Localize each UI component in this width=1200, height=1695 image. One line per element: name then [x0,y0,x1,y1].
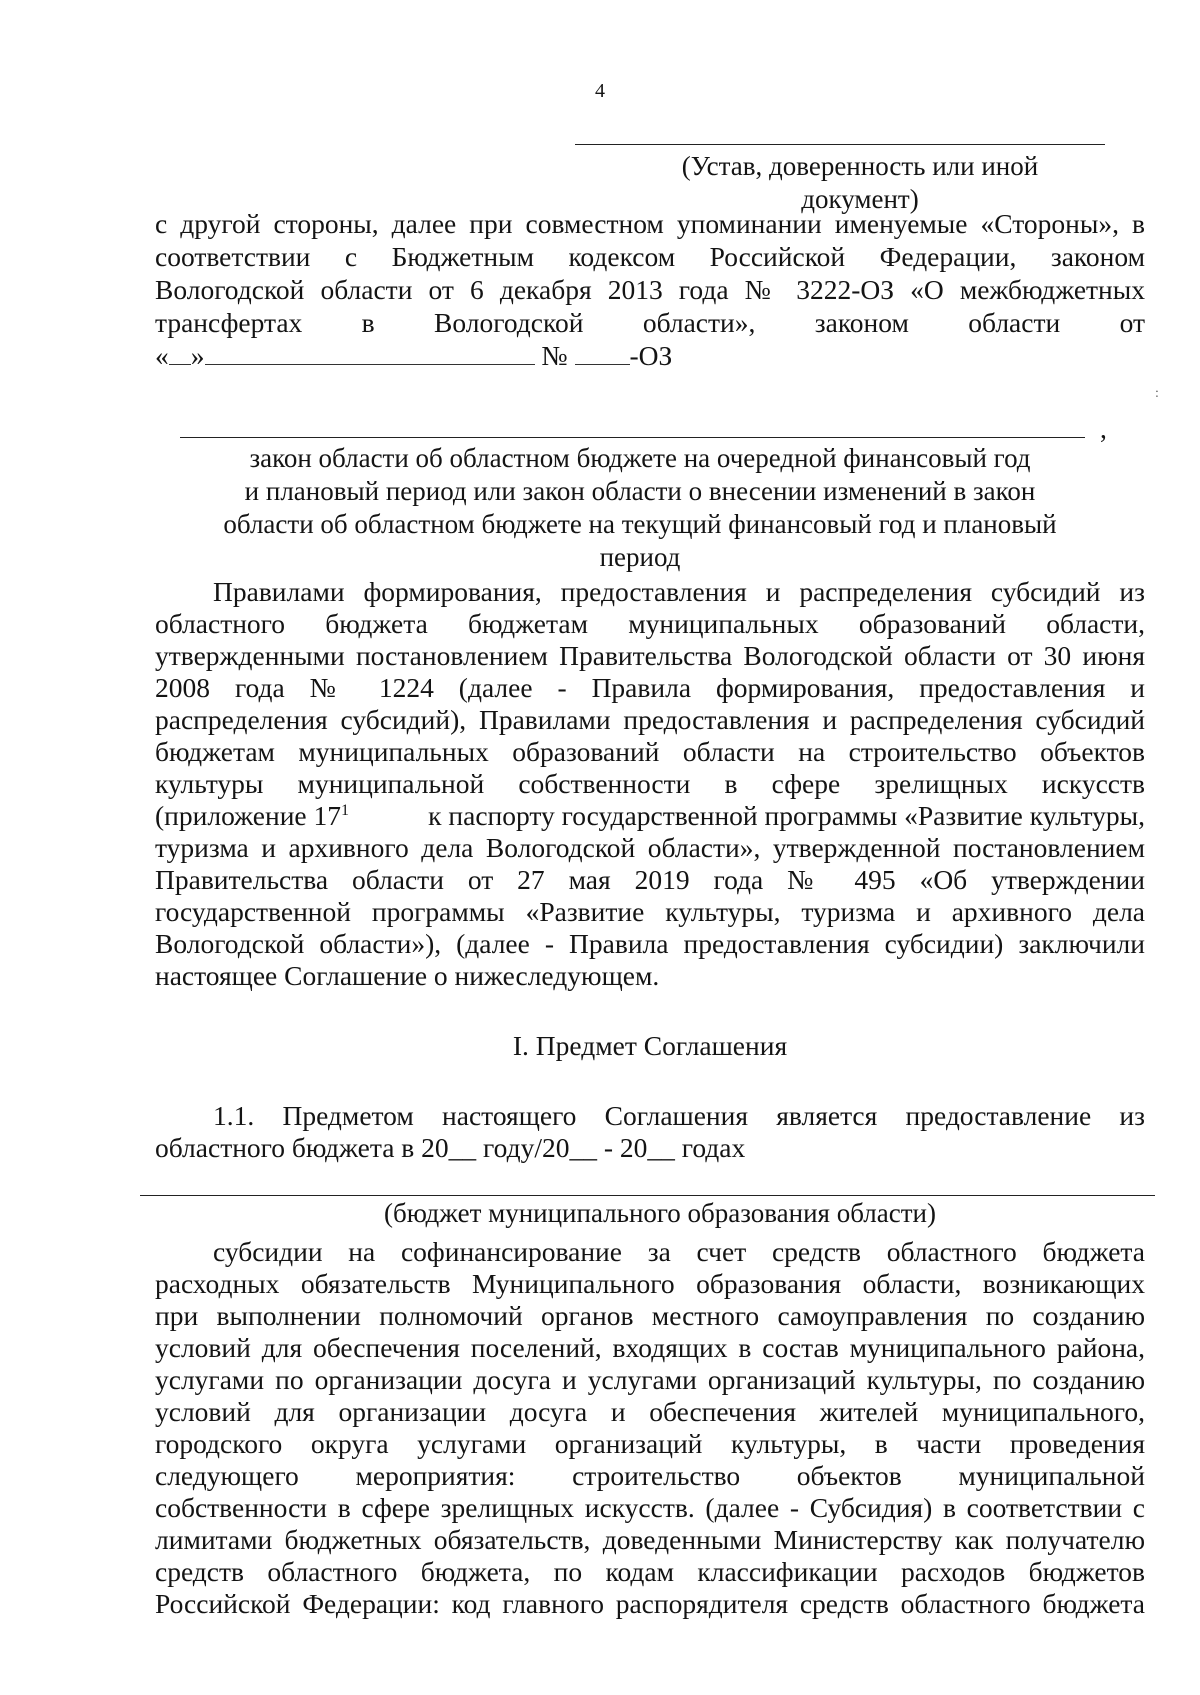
subsidy-line-3: при выполнении полномочий органов местного самоуправления по созданию [155,1300,1145,1331]
clause-line-2: областного бюджета в 20__ году/20__ - 20__ годах [155,1132,746,1163]
clause-line-1: 1.1. Предметом настоящего Соглашения является предоставление из [213,1100,1145,1131]
subsidy-line-12: Российской Федерации: код главного распорядителя средств областного бюджета [155,1588,1145,1619]
intro-line-4: трансфертах в Вологодской области», законом области от [155,307,1145,338]
law-suffix: -ОЗ [629,340,673,371]
subsidy-line-1: субсидии на софинансирование за счет средств областного бюджета [213,1236,1145,1267]
subsidy-line-7: городского округа услугами организаций культуры, в части проведения [155,1428,1145,1459]
rules-line-8-rest: к паспорту государственной программы «Развитие культуры, [428,800,1145,831]
subsidy-line-9: собственности в сфере зрелищных искусств. (далее - Субсидия) в соответствии с [155,1492,1145,1523]
budget-law-blank-line [180,437,1085,438]
month-year-blank [205,342,535,365]
intro-line-2: соответствии с Бюджетным кодексом Российской Федерации, законом [155,241,1145,272]
law-number-blank [575,342,630,365]
rules-line-3: утвержденными постановлением Правительства Вологодской области от 30 июня [155,640,1145,671]
appendix-superscript: 1 [341,802,349,819]
rules-line-1: Правилами формирования, предоставления и распределения субсидий из [213,576,1145,607]
rules-line-13: настоящее Соглашение о нижеследующем. [155,960,660,991]
law-date-line [155,340,672,372]
rules-line-7: культуры муниципальной собственности в сфере зрелищных искусств [155,768,1145,799]
rules-line-8 [155,800,1145,832]
budget-caption: (бюджет муниципального образования области) [384,1198,936,1228]
intro-line-1: с другой стороны, далее при совместном упоминании именуемые «Стороны», в [155,208,1145,239]
subsidy-line-2: расходных обязательств Муниципального образования области, возникающих [155,1268,1145,1299]
rules-line-9: туризма и архивного дела Вологодской области», утвержденной постановлением [155,832,1145,863]
section-title: I. Предмет Соглашения [512,1030,788,1061]
rules-line-11: государственной программы «Развитие культуры, туризма и архивного дела [155,896,1145,927]
subsidy-line-4: условий для обеспечения поселений, входящих в состав муниципального района, [155,1332,1145,1363]
document-basis-caption: (Устав, доверенность или иной документ) [681,151,1039,214]
margin-mark: : [1155,386,1159,401]
law-caption-line-3: области об областном бюджете на текущий финансовый год и плановый [223,509,1057,539]
rules-line-2: областного бюджета бюджетам муниципальных образований области, [155,608,1145,639]
law-caption-line-4: период [599,542,681,572]
law-caption-line-1: закон области об областном бюджете на очередной финансовый год [249,443,1031,473]
day-blank [169,342,191,365]
page-number: 4 [595,80,605,102]
subsidy-line-11: средств областного бюджета, по кодам классификации расходов бюджетов [155,1556,1145,1587]
rules-line-6: бюджетам муниципальных образований области на строительство объектов [155,736,1145,767]
rules-line-4: 2008 года № 1224 (далее - Правила формирования, предоставления и [155,672,1145,703]
subsidy-line-8: следующего мероприятия: строительство объектов муниципальной [155,1460,1145,1491]
appendix-ref: (приложение $17^1$ [155,800,349,831]
recipient-budget-blank-line [140,1195,1155,1196]
budget-law-comma: , [1100,413,1107,444]
subsidy-line-5: услугами по организации досуга и услугами организаций культуры, по созданию [155,1364,1145,1395]
rules-line-12: Вологодской области»), (далее - Правила предоставления субсидии) заключили [155,928,1145,959]
subsidy-line-6: условий для организации досуга и обеспечения жителей муниципального, [155,1396,1145,1427]
rules-line-5: распределения субсидий), Правилами предоставления и распределения субсидий [155,704,1145,735]
subsidy-line-10: лимитами бюджетных обязательств, доведенными Министерству как получателю [155,1524,1145,1555]
law-caption-line-2: и плановый период или закон области о внесении изменений в закон [244,476,1036,506]
rules-line-10: Правительства области от 27 мая 2019 года № 495 «Об утверждении [155,864,1145,895]
quote-open: « [155,340,169,371]
quote-close: » [190,340,205,371]
number-sign: № [541,340,568,371]
intro-line-3: Вологодской области от 6 декабря 2013 года № 3222-ОЗ «О межбюджетных [155,274,1145,305]
signature-basis-blank-line [575,144,1105,145]
